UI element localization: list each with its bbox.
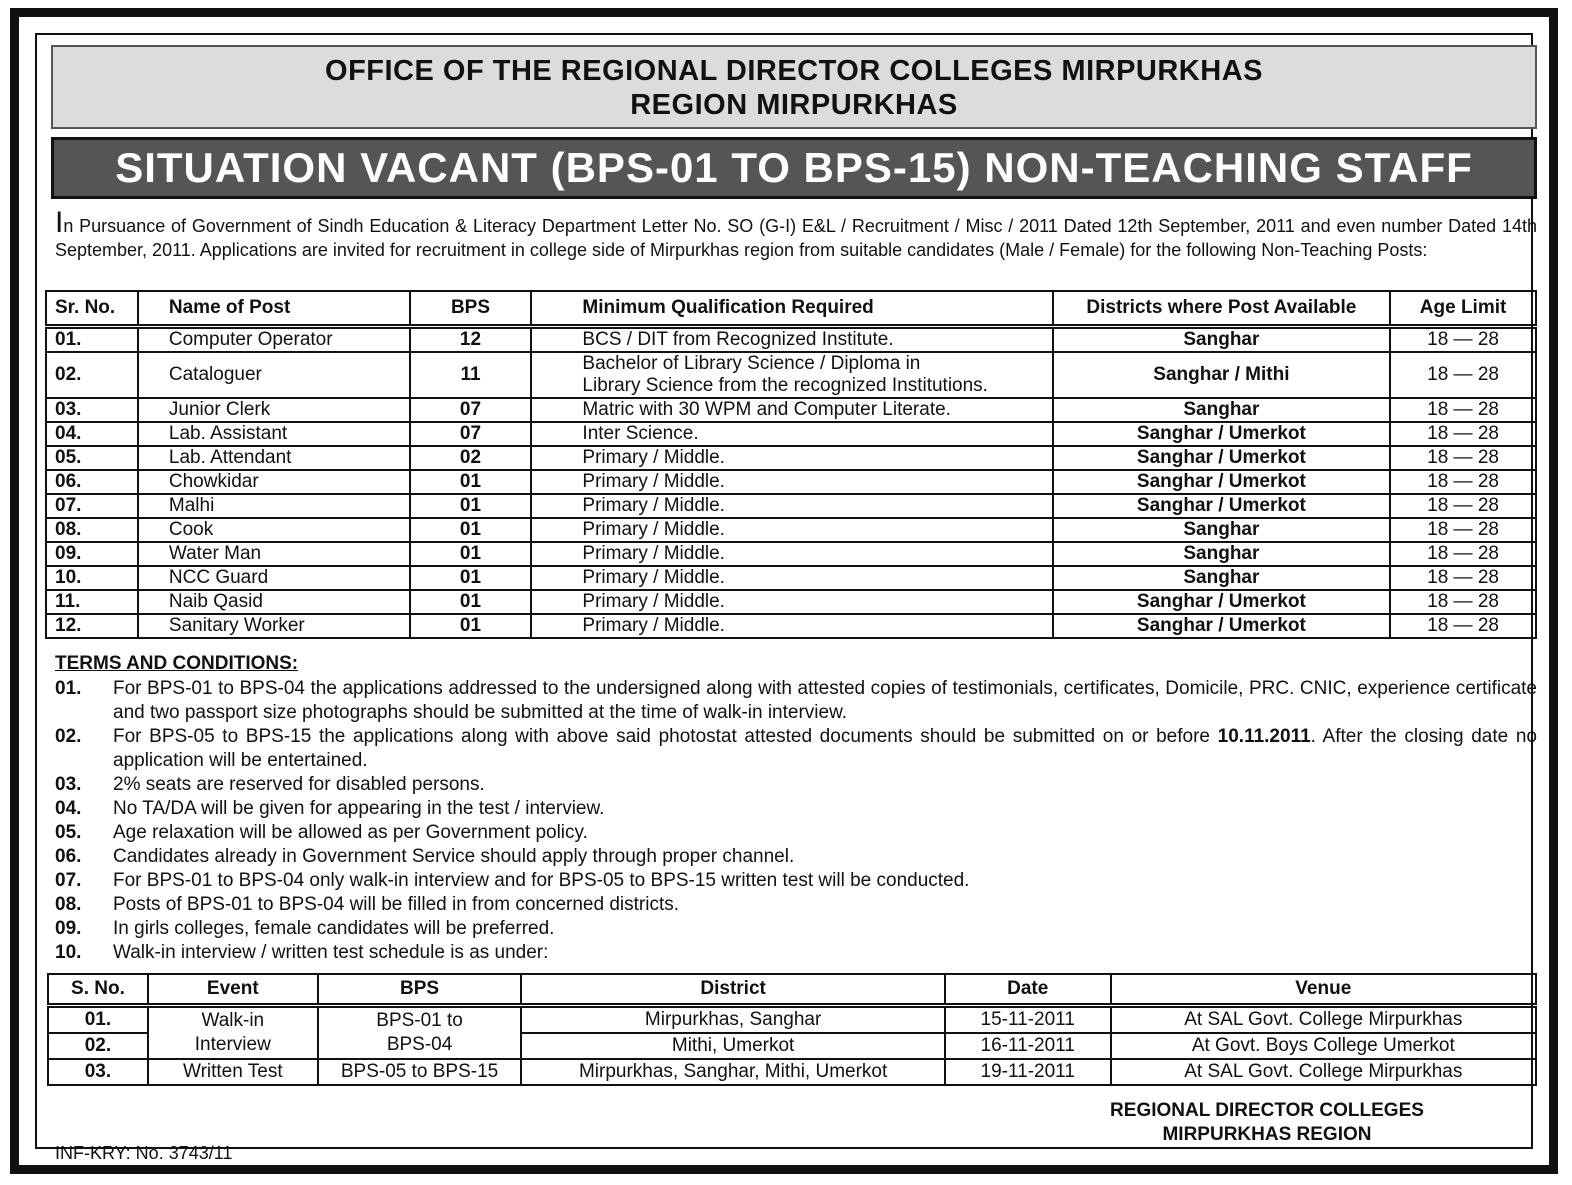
schedule-header-row [48,974,1536,1006]
reference-number: INF-KRY: No. 3743/11 [55,1143,233,1163]
post-row [46,327,1536,353]
post-age-limit: 18 — 28 [1390,398,1536,422]
post-districts: Sanghar [1053,542,1390,566]
post-age-limit: 18 — 28 [1390,614,1536,638]
office-header [51,45,1537,129]
post-qualification [531,352,1052,398]
sched-event-walkin-line2: Interview [194,1034,271,1055]
post-row [46,590,1536,614]
sched-date: 16-11-2011 [945,1033,1111,1059]
post-name: Cataloguer [138,352,410,398]
post-districts: Sanghar / Umerkot [1053,470,1390,494]
post-districts: Sanghar / Umerkot [1053,494,1390,518]
term-text-body: No TA/DA will be given for appearing in the test / interview. [113,798,605,819]
post-row [46,542,1536,566]
sched-header-event: Event [148,974,318,1006]
intro-paragraph [55,206,1537,262]
post-bps: 12 [410,327,532,353]
post-bps: 01 [410,494,532,518]
term-item [55,677,1537,725]
term-text [113,677,1537,725]
term-text [113,917,1537,941]
sched-district: Mithi, Umerkot [521,1033,944,1059]
post-sr-no: 06. [46,470,138,494]
term-text-body: For BPS-01 to BPS-04 the applications addressed to the undersigned along with attested copies of testimonials, certificates, Domicile, PRC. CNIC, experience certificate and two passport size photographs should be submitted at the time of walk-in interview. [113,678,1537,723]
sched-event-walkin [148,1006,318,1060]
post-name: NCC Guard [138,566,410,590]
term-text-body: Candidates already in Government Service should apply through proper channel. [113,846,795,867]
term-text-body: Posts of BPS-01 to BPS-04 will be filled in from concerned districts. [113,894,680,915]
situation-vacant-banner: SITUATION VACANT (BPS-01 TO BPS-15) NON-TEACHING STAFF [51,137,1537,199]
post-name: Cook [138,518,410,542]
term-text [113,893,1537,917]
term-text [113,725,1537,773]
schedule-row [48,1059,1536,1085]
post-age-limit: 18 — 28 [1390,446,1536,470]
sched-bps: BPS-05 to BPS-15 [318,1059,522,1085]
post-name: Water Man [138,542,410,566]
sched-venue: At SAL Govt. College Mirpurkhas [1111,1006,1536,1034]
post-age-limit: 18 — 28 [1390,327,1536,353]
post-districts: Sanghar [1053,398,1390,422]
post-row [46,518,1536,542]
post-age-limit: 18 — 28 [1390,566,1536,590]
post-qualification: Primary / Middle. [531,494,1052,518]
post-name: Computer Operator [138,327,410,353]
col-header-sr: Sr. No. [46,291,138,327]
post-row [46,470,1536,494]
term-text-body: 2% seats are reserved for disabled persons. [113,774,485,795]
sched-bps-walkin [318,1006,522,1060]
sched-date: 15-11-2011 [945,1006,1111,1034]
post-age-limit: 18 — 28 [1390,422,1536,446]
office-title-line2: REGION MIRPURKHAS [630,89,958,121]
terms-heading: TERMS AND CONDITIONS: [55,653,299,674]
post-age-limit: 18 — 28 [1390,470,1536,494]
term-number: 10. [55,942,82,963]
post-name: Junior Clerk [138,398,410,422]
post-age-limit: 18 — 28 [1390,352,1536,398]
post-row [46,494,1536,518]
term-item [55,845,1537,869]
col-header-qualification: Minimum Qualification Required [531,291,1052,327]
sched-event: Written Test [148,1059,318,1085]
post-sr-no: 07. [46,494,138,518]
post-row [46,614,1536,638]
term-text [113,773,1537,797]
post-qualification: Primary / Middle. [531,518,1052,542]
sched-bps-walkin-line2: BPS-04 [386,1034,453,1055]
post-bps: 11 [410,352,532,398]
term-number: 01. [55,678,82,699]
post-name: Malhi [138,494,410,518]
post-districts: Sanghar / Umerkot [1053,422,1390,446]
terms-list [55,677,1537,965]
post-sr-no: 12. [46,614,138,638]
term-text [113,869,1537,893]
post-sr-no: 01. [46,327,138,353]
term-text-body: For BPS-05 to BPS-15 the applications along with above said photostat attested documents should be submitted on or before [113,726,1218,747]
post-bps: 02 [410,446,532,470]
term-number: 02. [55,726,82,747]
post-bps: 07 [410,398,532,422]
sched-event-walkin-line1: Walk-in [201,1010,265,1031]
term-text-body: In girls colleges, female candidates will be preferred. [113,918,555,939]
post-age-limit: 18 — 28 [1390,494,1536,518]
sched-district: Mirpurkhas, Sanghar, Mithi, Umerkot [521,1059,944,1085]
post-bps: 01 [410,470,532,494]
term-item [55,773,1537,797]
term-text [113,845,1537,869]
sched-date: 19-11-2011 [945,1059,1111,1085]
post-age-limit: 18 — 28 [1390,518,1536,542]
post-qualification: Primary / Middle. [531,542,1052,566]
post-qualification: Primary / Middle. [531,590,1052,614]
post-name: Naib Qasid [138,590,410,614]
post-sr-no: 03. [46,398,138,422]
sched-venue: At Govt. Boys College Umerkot [1111,1033,1536,1059]
post-districts: Sanghar [1053,327,1390,353]
post-bps: 01 [410,542,532,566]
post-bps: 01 [410,590,532,614]
sched-district: Mirpurkhas, Sanghar [521,1006,944,1034]
term-text-body: Walk-in interview / written test schedule is as under: [113,942,549,963]
term-number: 04. [55,798,82,819]
post-name: Chowkidar [138,470,410,494]
post-districts: Sanghar / Umerkot [1053,614,1390,638]
sched-header-venue: Venue [1111,974,1536,1006]
post-qualification-line2: Library Science from the recognized Institutions. [582,375,988,396]
schedule-row [48,1006,1536,1034]
post-bps: 01 [410,614,532,638]
post-sr-no: 02. [46,352,138,398]
term-item [55,821,1537,845]
post-districts: Sanghar / Umerkot [1053,446,1390,470]
term-number: 07. [55,870,82,891]
posts-header-row [46,291,1536,327]
term-number: 06. [55,846,82,867]
term-number: 03. [55,774,82,795]
post-sr-no: 09. [46,542,138,566]
term-item [55,797,1537,821]
term-text [113,941,1537,965]
office-title-line1: OFFICE OF THE REGIONAL DIRECTOR COLLEGES MIRPURKHAS [325,55,1263,87]
term-text-body: For BPS-01 to BPS-04 only walk-in interview and for BPS-05 to BPS-15 written test will be conducted. [113,870,970,891]
sched-header-date: Date [945,974,1111,1006]
post-name: Sanitary Worker [138,614,410,638]
col-header-age: Age Limit [1390,291,1536,327]
post-sr-no: 10. [46,566,138,590]
post-districts: Sanghar [1053,518,1390,542]
post-age-limit: 18 — 28 [1390,590,1536,614]
post-sr-no: 11. [46,590,138,614]
intro-initial: I [55,206,64,239]
sched-sno: 02. [48,1033,148,1059]
post-bps: 07 [410,422,532,446]
sched-header-district: District [521,974,944,1006]
term-number: 08. [55,894,82,915]
term-item [55,725,1537,773]
posts-table [45,290,1537,639]
post-row [46,352,1536,398]
post-qualification-line1: Bachelor of Library Science / Diploma in [582,353,921,374]
col-header-districts: Districts where Post Available [1053,291,1390,327]
term-number: 09. [55,918,82,939]
term-text [113,797,1537,821]
advertisement-frame [10,8,1558,1174]
post-sr-no: 05. [46,446,138,470]
intro-text: n Pursuance of Government of Sindh Education & Literacy Department Letter No. SO (G-I) E&L / Recruitment / Misc / 2011 Dated 12th September, 2011 and even number Dated 14th September, 2011. Applications are invited for recruitment in college side of Mirpurkhas region from suitable candidates (Male / Female) for the following Non-Teaching Posts: [55,216,1537,260]
post-row [46,398,1536,422]
post-row [46,422,1536,446]
col-header-bps: BPS [410,291,532,327]
sched-header-sno: S. No. [48,974,148,1006]
sched-sno: 01. [48,1006,148,1034]
term-deadline: 10.11.2011 [1217,726,1311,747]
sched-sno: 03. [48,1059,148,1085]
post-districts: Sanghar / Mithi [1053,352,1390,398]
col-header-post: Name of Post [138,291,410,327]
post-qualification: Primary / Middle. [531,566,1052,590]
term-number: 05. [55,822,82,843]
term-item [55,917,1537,941]
post-row [46,446,1536,470]
post-sr-no: 04. [46,422,138,446]
sched-header-bps: BPS [318,974,522,1006]
post-bps: 01 [410,518,532,542]
post-name: Lab. Assistant [138,422,410,446]
post-qualification: Matric with 30 WPM and Computer Literate. [531,398,1052,422]
post-bps: 01 [410,566,532,590]
term-text [113,821,1537,845]
post-qualification: Primary / Middle. [531,614,1052,638]
post-name: Lab. Attendant [138,446,410,470]
post-qualification: Primary / Middle. [531,446,1052,470]
post-districts: Sanghar [1053,566,1390,590]
signature-line2: MIRPURKHAS REGION [1162,1124,1372,1145]
signature-line1: REGIONAL DIRECTOR COLLEGES [1110,1100,1424,1121]
advertisement-inner-border [35,33,1537,1163]
post-districts: Sanghar / Umerkot [1053,590,1390,614]
sched-venue: At SAL Govt. College Mirpurkhas [1111,1059,1536,1085]
term-item [55,941,1537,965]
term-text-after: . After the closing date no application will be entertained. [113,726,1537,771]
term-item [55,893,1537,917]
post-sr-no: 08. [46,518,138,542]
post-qualification: Inter Science. [531,422,1052,446]
post-qualification: Primary / Middle. [531,470,1052,494]
signature-block [1067,1099,1467,1147]
term-text-body: Age relaxation will be allowed as per Government policy. [113,822,588,843]
sched-bps-walkin-line1: BPS-01 to [376,1010,463,1031]
schedule-table [47,973,1537,1086]
post-qualification: BCS / DIT from Recognized Institute. [531,327,1052,353]
post-row [46,566,1536,590]
term-item [55,869,1537,893]
post-age-limit: 18 — 28 [1390,542,1536,566]
